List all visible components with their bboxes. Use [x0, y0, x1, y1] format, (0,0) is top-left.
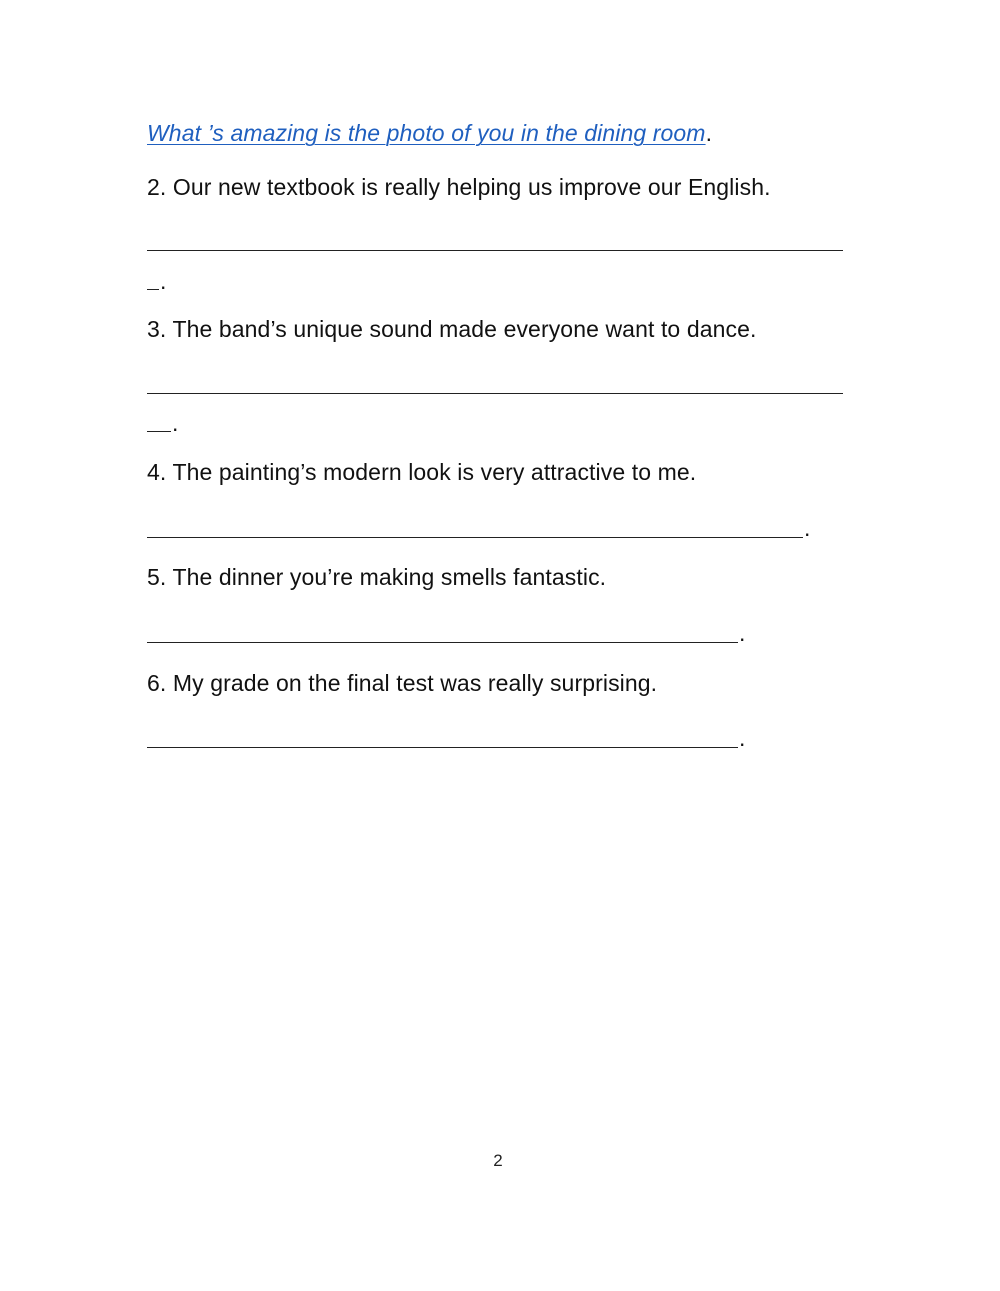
example-answer-period: . [705, 120, 713, 146]
answer-blank-3[interactable] [147, 393, 843, 394]
answer-blank-2-period: . [160, 268, 167, 294]
question-2: 2. Our new textbook is really helping us improve our English. [147, 174, 771, 200]
answer-blank-4[interactable] [147, 537, 803, 538]
answer-blank-5-period: . [739, 620, 746, 646]
answer-blank-3-period: . [172, 410, 179, 436]
answer-blank-2-continuation[interactable] [147, 289, 159, 290]
example-answer-line [147, 118, 712, 148]
answer-blank-6-period: . [739, 725, 746, 751]
answer-blank-5[interactable] [147, 642, 738, 643]
example-answer-text: What ’s amazing is the photo of you in the dining room [147, 120, 706, 146]
page-number: 2 [493, 1151, 503, 1170]
question-6: 6. My grade on the final test was really surprising. [147, 670, 658, 696]
question-4: 4. The painting’s modern look is very attractive to me. [147, 459, 697, 485]
answer-blank-2[interactable] [147, 250, 843, 251]
question-3: 3. The band’s unique sound made everyone want to dance. [147, 316, 757, 342]
question-5: 5. The dinner you’re making smells fantastic. [147, 564, 607, 590]
answer-blank-6[interactable] [147, 747, 738, 748]
answer-blank-3-continuation[interactable] [147, 431, 171, 432]
answer-blank-4-period: . [804, 515, 811, 541]
